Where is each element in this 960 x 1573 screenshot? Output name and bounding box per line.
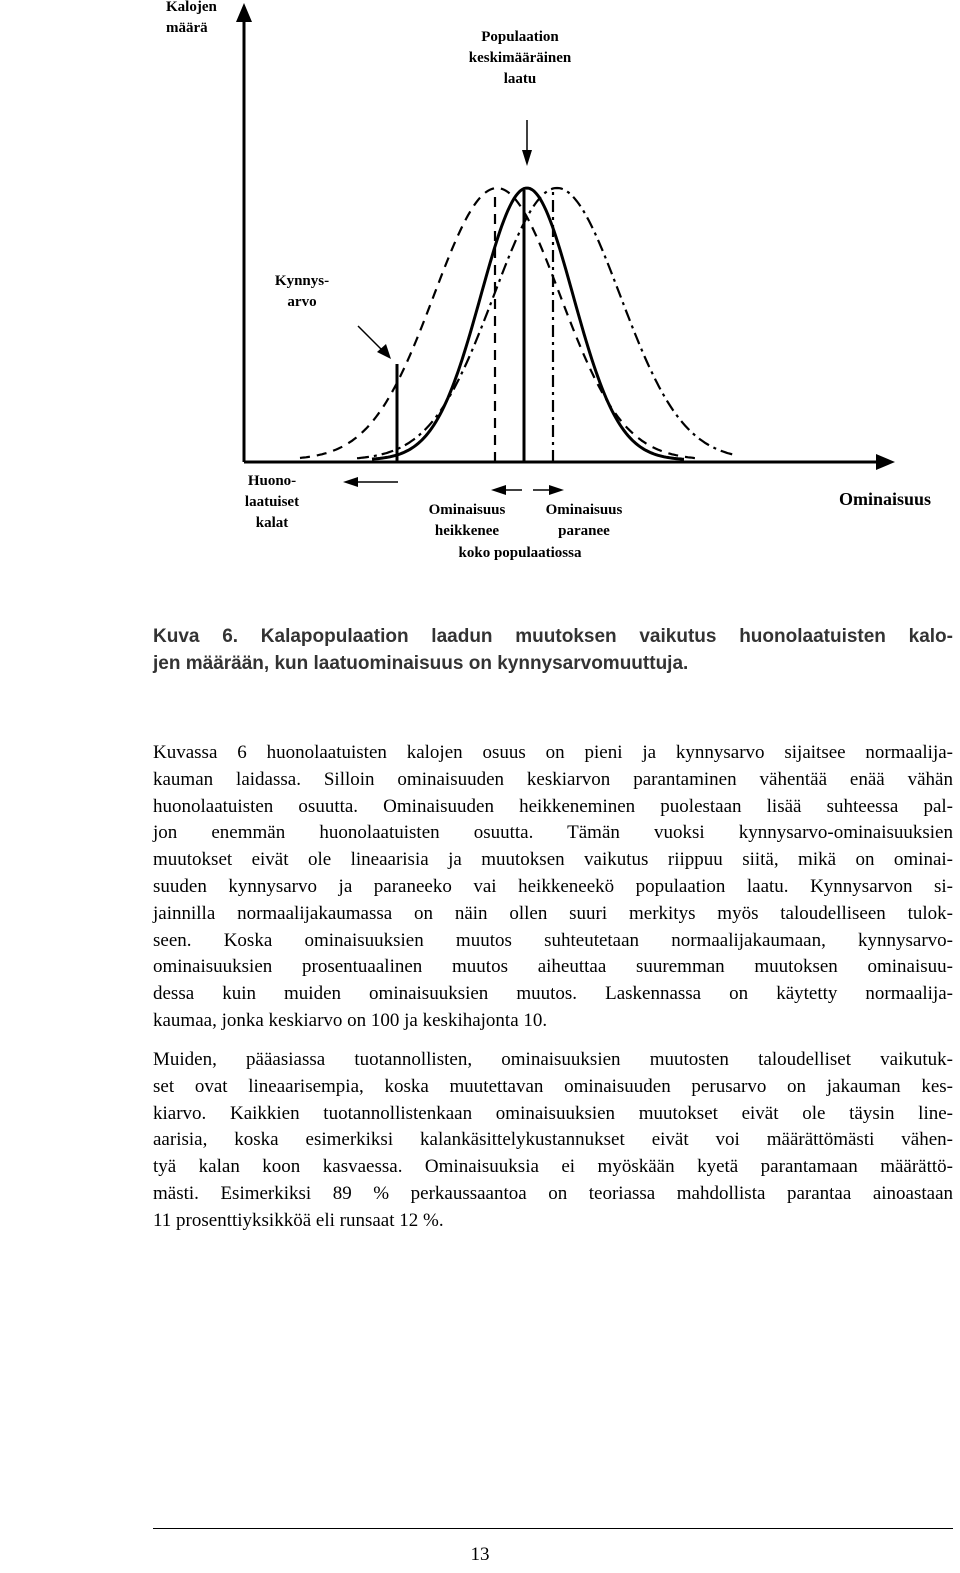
mean-label: Populaation keskimääräinen laatu: [468, 29, 572, 87]
paragraph-line: dessa kuin muiden ominaisuuksien muutos. Laskennassa on käytetty normaalija-: [153, 983, 953, 1005]
worsens-arrow: [491, 485, 522, 495]
threshold-arrow: [358, 326, 391, 359]
paragraph-line: jainnilla normaalijakaumassa on näin ollen suuri merkitys myös taloudelliseen tulok-: [153, 902, 953, 924]
paragraph-line: huonolaatuisten osuutta. Ominaisuuden heikkeneminen puolestaan lisää suhteessa pal-: [153, 795, 953, 817]
worsens-label: Ominaisuus heikkenee: [428, 502, 506, 539]
x-axis: [244, 454, 895, 470]
paragraph-line: Kuvassa 6 huonolaatuisten kalojen osuus on pieni ja kynnysarvo sijaitsee normaalija-: [153, 742, 953, 763]
paragraph-line: seen. Koska ominaisuuksien muutos suhteutetaan normaalijakaumaan, kynnysarvo-: [153, 929, 953, 951]
paragraph-line: suuden kynnysarvo ja paraneeko vai heikkeneekö populaation laatu. Kynnysarvon si-: [153, 875, 953, 897]
paragraph-line: mästi. Esimerkiksi 89 % perkaussaantoa on teoriassa mahdollista parantaa ainoastaan: [153, 1182, 953, 1204]
paragraph-2: [153, 1047, 953, 1235]
paragraph-line: kiarvo. Kaikkien tuotannollistenkaan ominaisuuksien muutokset eivät ole täysin line-: [153, 1102, 953, 1124]
paragraph-line: tyä kalan koon kasvaessa. Ominaisuuksia ei myöskään kyetä parantamaan määrättö-: [153, 1156, 953, 1178]
improves-label: Ominaisuus paranee: [545, 502, 623, 539]
poor-fish-label: Huono- laatuiset kalat: [244, 473, 300, 531]
paragraph-line: Muiden, pääasiassa tuotannollisten, ominaisuuksien muutosten taloudelliset vaikutuk-: [153, 1049, 953, 1070]
curve-improved: [357, 188, 735, 458]
figure-caption: Kuva 6. Kalapopulaation laadun muutoksen vaikutus huonolaatuisten kalo- jen määrään, kun laatuominaisuus on kynnysarvomuuttuja.: [153, 626, 953, 674]
y-axis: [236, 3, 252, 462]
y-axis-label: Kalojen määrä: [166, 0, 217, 36]
x-axis-label: Ominaisuus: [838, 489, 932, 509]
paragraph-line: aarisia, koska esimerkiksi kalankäsittelykustannukset eivät voi määrättömästi vähen-: [153, 1129, 953, 1151]
paragraph-line: ominaisuuksien prosentuaalinen muutos aiheuttaa suuremman muutoksen ominaisuu-: [153, 956, 953, 978]
paragraph-line: jon enemmän huonolaatuisten osuutta. Tämän vuoksi kynnysarvo-ominaisuuksien: [153, 822, 953, 844]
paragraph-line: kauman laidassa. Silloin ominaisuuden keskiarvon parantaminen vähentää enää vähän: [153, 768, 953, 790]
threshold-label: Kynnys- arvo: [274, 273, 330, 310]
curve-current: [372, 188, 684, 459]
paragraph-line: 11 prosenttiyksikköä eli runsaat 12 %.: [153, 1209, 444, 1231]
mean-arrow: [522, 120, 532, 166]
paragraph-1: [153, 740, 953, 1035]
improves-arrow: [533, 485, 564, 495]
footer-rule: [153, 1528, 953, 1529]
paragraph-line: kaumaa, jonka keskiarvo on 100 ja keskihajonta 10.: [153, 1009, 548, 1031]
paragraph-line: set ovat lineaarisempia, koska muutettavan ominaisuuden perusarvo on jakauman kes-: [153, 1075, 953, 1097]
page-number: 13: [470, 1544, 490, 1565]
paragraph-line: muutokset eivät ole lineaarisia ja muutoksen vaikutus riippuu siitä, mikä on ominai-: [153, 849, 953, 871]
poor-fish-arrow: [343, 477, 398, 487]
population-label: koko populaatiossa: [458, 545, 582, 561]
